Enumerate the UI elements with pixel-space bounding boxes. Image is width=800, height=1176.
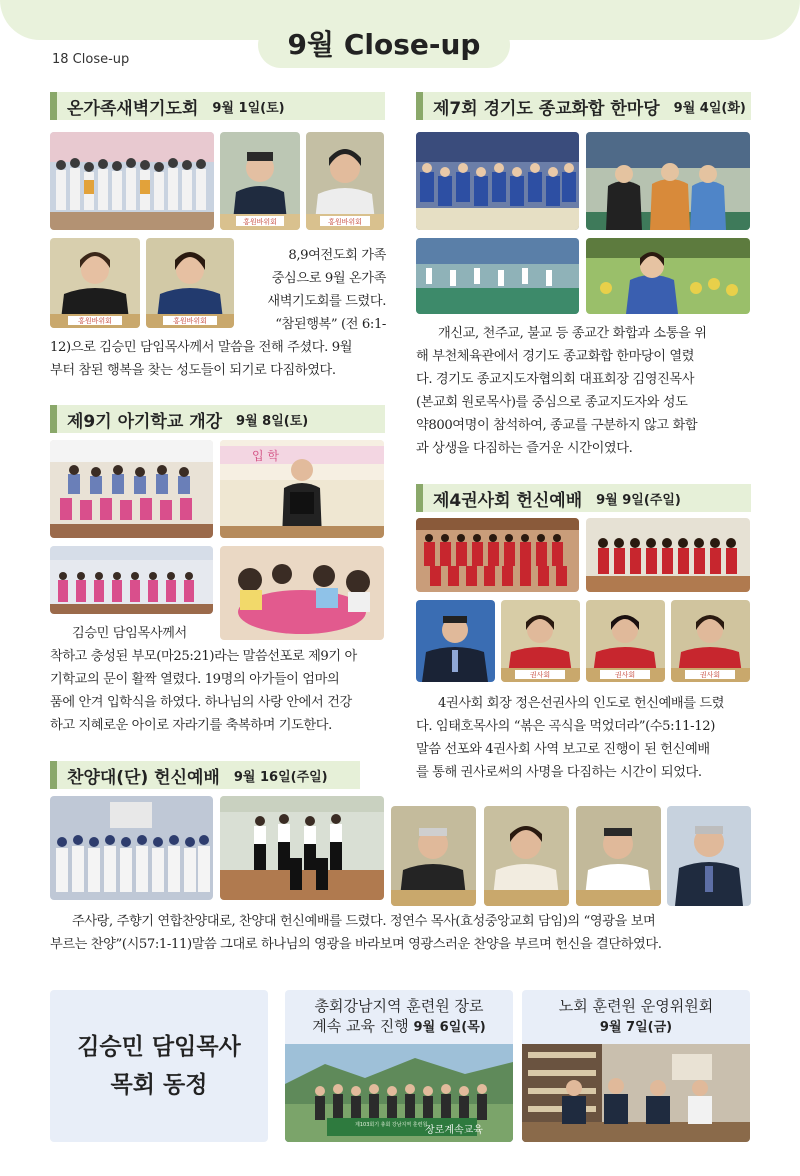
podium-sign-text: 홍원바위회 (243, 218, 277, 226)
caption-interfaith (416, 322, 756, 460)
banner-text: 입 학 (252, 449, 279, 463)
section-title: 제7회 경기도 종교화합 한마당 (433, 98, 660, 119)
caption-line: 를 통해 권사로써의 사명을 다짐하는 시간이 되었다. (416, 765, 702, 780)
section-date: 9월 4일(화) (673, 100, 746, 116)
page-label: 18 Close-up (52, 52, 130, 67)
section-title: 찬양대(단) 헌신예배 (67, 767, 220, 788)
pastor-news-box (50, 990, 268, 1142)
photo-reader-right (146, 238, 234, 328)
photo-family-choir (50, 132, 214, 230)
section-bar (50, 92, 57, 120)
caption-line: 해 부천체육관에서 경기도 종교화합 한마당이 열렸 (416, 349, 695, 364)
section-bar (50, 405, 57, 433)
photo-district4-pastor (416, 600, 495, 682)
pastor-news-subtitle: 목회 동정 (110, 1072, 208, 1098)
banner-text: 장로계속교육 (425, 1125, 483, 1136)
caption-family-prayer-wrap (244, 244, 386, 336)
section-header-district4 (416, 484, 751, 512)
title-month: 9월 (287, 28, 335, 61)
item-date: 9월 7일(금) (599, 1020, 673, 1035)
photo-baby-school-kids (50, 546, 213, 614)
photo-pastor-preaching (220, 132, 300, 230)
section-title: 온가족새벽기도회 (67, 98, 199, 119)
section-date: 9월 9일(주일) (596, 492, 681, 508)
caption-line: 약800여명이 참석하여, 종교를 구분하지 않고 화합 (416, 418, 698, 433)
photo-reader-left (50, 238, 140, 328)
section-bar (50, 761, 57, 789)
item-heading (522, 996, 750, 1038)
photo-baby-school-pastor (220, 440, 384, 538)
caption-line: 품에 안겨 입학식을 하였다. 하나님의 사랑 안에서 건강 (50, 695, 352, 710)
section-title: 제4권사회 헌신예배 (433, 490, 583, 511)
pastor-news-title: 김승민 담임목사 (77, 1034, 241, 1060)
photo-committee-meeting (522, 1044, 750, 1142)
photo-interfaith-crowd (416, 132, 579, 230)
photo-interfaith-arena (416, 238, 579, 314)
podium-sign-text: 권사회 (529, 671, 551, 679)
photo-district4-speaker-2 (586, 600, 665, 682)
caption-line: 12)으로 김승민 담임목사께서 말씀을 전해 주셨다. 9월 (50, 340, 353, 355)
caption-line: 개신교, 천주교, 불교 등 종교간 화합과 소통을 위 (438, 326, 707, 341)
section-date: 9월 8일(토) (236, 413, 309, 429)
caption-line: 4권사회 회장 정은선권사의 인도로 헌신예배를 드렸 (438, 696, 725, 711)
section-bar (416, 484, 423, 512)
item-subtitle: 계속 교육 진행 (312, 1017, 409, 1035)
caption-line: 김승민 담임목사께서 (72, 626, 187, 641)
photo-interfaith-leaders (586, 132, 750, 230)
photo-choir-speaker-2 (484, 806, 569, 906)
caption-line: “참된행복” (전 6:1- (275, 317, 386, 332)
item-date: 9월 6일(목) (413, 1020, 486, 1035)
podium-sign-text: 권사회 (614, 671, 636, 679)
caption-baby-school (50, 622, 390, 737)
section-header-choir (50, 761, 360, 789)
caption-line: (본교회 원로목사)를 중심으로 종교지도자와 성도 (416, 395, 688, 410)
caption-line: 다. 임태호목사의 “볶은 곡식을 먹었더라”(수5:11-12) (416, 719, 715, 734)
caption-district4 (416, 692, 756, 784)
page-title (258, 22, 510, 68)
photo-choir-stage (220, 796, 384, 900)
section-bar (416, 92, 423, 120)
caption-choir (50, 910, 760, 956)
caption-line: 기학교의 문이 활짝 열렸다. 19명의 아가들이 엄마의 (50, 672, 340, 687)
caption-line: 8,9여전도회 가족 (288, 248, 386, 263)
pastor-news-item-1 (285, 990, 513, 1142)
caption-line: 말씀 선포와 4권사회 사역 보고로 진행이 된 헌신예배 (416, 742, 710, 757)
caption-line: 부터 참된 행복을 찾는 성도들이 되기로 다짐하였다. (50, 363, 336, 378)
item-heading (285, 996, 513, 1038)
photo-district4-choir (416, 518, 579, 592)
item-title: 총회강남지역 훈련원 장로 (314, 997, 484, 1015)
caption-line: 주사랑, 주향기 연합찬양대로, 찬양대 헌신예배를 드렸다. 정연수 목사(효성중앙교회 담임)의 “영광을 보며 (72, 914, 656, 929)
photo-district4-speaker-1 (501, 600, 580, 682)
podium-sign-text: 홍원바위회 (173, 317, 207, 325)
caption-line: 착하고 충성된 부모(마25:21)라는 말씀선포로 제9기 아 (50, 649, 357, 664)
pastor-news-item-2 (522, 990, 750, 1142)
item-title: 노회 훈련원 운영위원회 (558, 997, 714, 1015)
section-date: 9월 16일(주일) (233, 769, 328, 785)
caption-line: 하고 지혜로운 아이로 자라기를 축복하며 기도한다. (50, 718, 332, 733)
section-header-interfaith (416, 92, 751, 120)
photo-district4-line (586, 518, 750, 592)
photo-choir-speaker-1 (391, 806, 476, 906)
caption-line: 다. 경기도 종교지도자협의회 대표회장 김영진목사 (416, 372, 695, 387)
caption-family-prayer-full (50, 336, 390, 382)
photo-district4-speaker-3 (671, 600, 750, 682)
photo-choir-speaker-3 (576, 806, 661, 906)
section-title: 제9기 아기학교 개강 (67, 411, 223, 432)
section-header-family-prayer (50, 92, 385, 120)
caption-line: 새벽기도회를 드렸다. (267, 294, 386, 309)
photo-interfaith-participant (586, 238, 750, 314)
podium-sign-text: 홍원바위회 (328, 218, 362, 226)
podium-sign-text: 권사회 (699, 671, 721, 679)
photo-choir-robes (50, 796, 213, 900)
section-header-baby-school (50, 405, 385, 433)
caption-line: 부르는 찬양”(시57:1-11)말씀 그대로 하나님의 영광을 바라보며 영광스러운 찬양을 부르며 헌신을 결단하였다. (50, 937, 662, 952)
photo-speaker-woman (306, 132, 384, 230)
caption-line: 중심으로 9월 온가족 (271, 271, 386, 286)
section-date: 9월 1일(토) (212, 100, 285, 116)
title-text: Close-up (343, 28, 481, 61)
banner-small-text: 제103회기 총회 강남지역 훈련원 (355, 1122, 428, 1128)
photo-baby-school-group (50, 440, 213, 538)
photo-elder-training (285, 1044, 513, 1142)
podium-sign-text: 홍원바위회 (78, 317, 112, 325)
photo-choir-guest-pastor (667, 806, 751, 906)
caption-line: 과 상생을 다짐하는 즐거운 시간이였다. (416, 441, 633, 456)
